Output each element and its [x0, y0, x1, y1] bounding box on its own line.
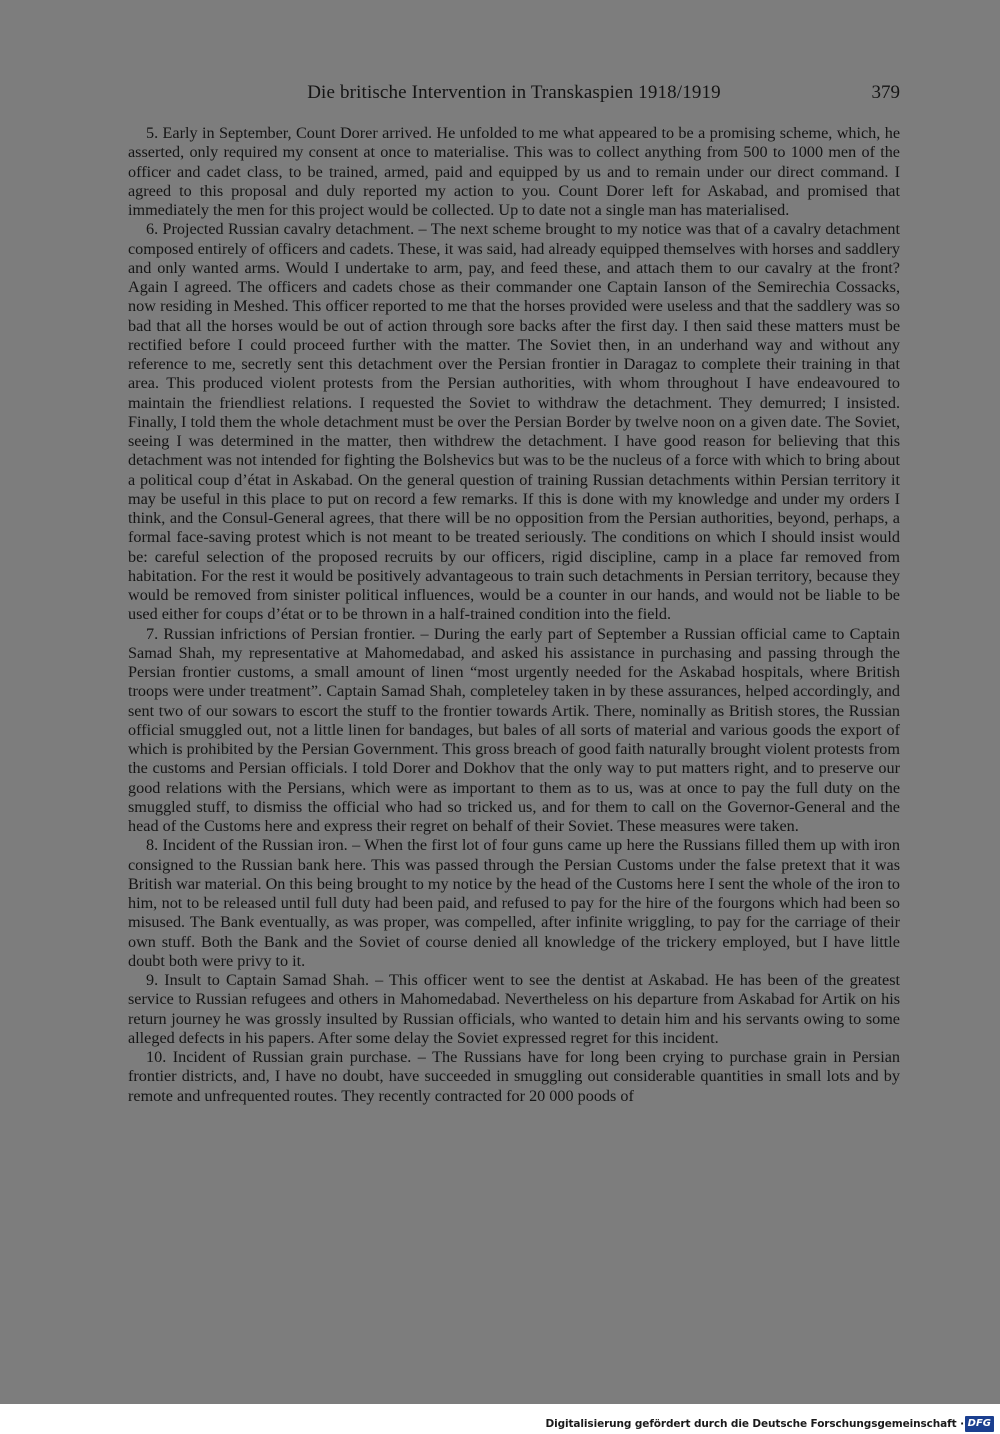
paragraph-10: 10. Incident of Russian grain purchase. – The Russians have for long been crying to purchase grain in Persian frontier districts, and, I have no doubt, have succeeded in smuggling out considerable quantities in small lots and by remote and unfrequented routes. They recently contracted for 20 000 poods of [128, 1048, 900, 1105]
paragraph-6: 6. Projected Russian cavalry detachment. – The next scheme brought to my notice was that of a cavalry detachment composed entirely of officers and cadets. These, it was said, had already equipped themselves with horses and saddlery and only wanted arms. Would I undertake to arm, pay, and feed these, and attach them to our cavalry at the front? Again I agreed. The officers and cadets chose as their commander one Captain Ianson of the Semirechia Cossacks, now residing in Meshed. This officer reported to me that the horses provided were useless and that the saddlery was so bad that all the horses would be out of action through sore backs after the first day. I then said these matters must be rectified before I could proceed further with the matter. The Soviet then, in an underhand way and without any reference to me, secretly sent this detachment over the Persian frontier in Daragaz to complete their training in that area. This produced violent protests from the Persian authorities, with whom throughout I have endeavoured to maintain the friendliest relations. I requested the Soviet to withdraw the detachment. They demurred; I insisted. Finally, I told them the whole detachment must be over the Persian Border by twelve noon on a given date. The Soviet, seeing I was determined in the matter, then withdrew the detachment. I have good reason for believing that this detachment was not intended for fighting the Bolshevics but was to be the nucleus of a force with which to bring about a political coup d’état in Askabad. On the general question of training Russian detachments within Persian territory it may be useful in this place to put on record a few remarks. If this is done with my knowledge and under my orders I think, and the Consul-General agrees, that there will be no opposition from the Persian authorities, beyond, perhaps, a formal face-saving protest which is not meant to be treated seriously. The conditions on which I should insist would be: careful selection of the proposed recruits by our officers, rigid discipline, camp in a place far removed from habitation. For the rest it would be positively advantageous to train such detachments in Persian territory, because they would be removed from sinister political influences, would be a counter in our hands, and would not be liable to be used either for coups d’état or to be thrown in a half-trained condition into the field. [128, 220, 900, 624]
running-title: Die britische Intervention in Transkaspien 1918/1919 [307, 82, 721, 103]
running-header [128, 82, 900, 108]
page-number: 379 [871, 82, 900, 103]
paragraph-8: 8. Incident of the Russian iron. – When the first lot of four guns came up here the Russians filled them up with iron consigned to the Russian bank here. This was passed through the Persian Customs under the false pretext that it was British war material. On this being brought to my notice by the head of the Customs here I sent the whole of the iron to him, not to be released until full duty had been paid, and refused to pay for the hire of the fourgons which had been so misused. The Bank eventually, as was proper, was compelled, after infinite wriggling, to pay for the carriage of their own stuff. Both the Bank and the Soviet of course denied all knowledge of the trickery employed, but I have little doubt both were privy to it. [128, 836, 900, 970]
paragraph-7: 7. Russian infrictions of Persian frontier. – During the early part of September a Russian official came to Captain Samad Shah, my representative at Mahomedabad, and asked his assistance in purchasing and passing through the Persian frontier customs, a small amount of linen “most urgently needed for the Askabad hospitals, where British troops were under treatment”. Captain Samad Shah, completeley taken in by these assurances, helped accordingly, and sent two of our sowars to escort the stuff to the frontier towards Artik. There, nominally as British stores, the Russian official smuggled out, not a little linen for bandages, but bales of all sorts of material and various goods the export of which is prohibited by the Persian Government. This gross breach of good faith naturally brought violent protests from the customs and Persian officials. I told Dorer and Dokhov that the only way to put matters right, and to preserve our good relations with the Persians, which were as important to them as to us, was at once to pay the full duty on the smuggled stuff, to dismiss the official who had so tricked us, and for them to call on the Governor-General and the head of the Customs here and express their regret on behalf of their Soviet. These measures were taken. [128, 624, 900, 835]
dfg-logo: DFG [965, 1416, 994, 1432]
body-text [128, 124, 900, 1106]
paragraph-5: 5. Early in September, Count Dorer arrived. He unfolded to me what appeared to be a promising scheme, which, he asserted, only required my consent at once to materialise. This was to collect anything from 500 to 1000 men of the officer and cadet class, to be trained, armed, paid and equipped by us and to remain under our direct command. I agreed to this proposal and duly reported my action to you. Count Dorer left for Askabad, and promised that immediately the men for this project would be collected. Up to date not a single man has materialised. [128, 124, 900, 219]
funding-credit: Digitalisierung gefördert durch die Deutsche Forschungsgemeinschaft · [545, 1418, 964, 1430]
footer-bar [0, 1404, 1000, 1434]
paragraph-9: 9. Insult to Captain Samad Shah. – This officer went to see the dentist at Askabad. He has been of the greatest service to Russian refugees and others in Mahomedabad. Nevertheless on his departure from Askabad for Artik on his return journey he was grossly insulted by Russian officials, who wanted to detain him and his servants owing to some alleged defects in his papers. After some delay the Soviet expressed regret for this incident. [128, 971, 900, 1047]
